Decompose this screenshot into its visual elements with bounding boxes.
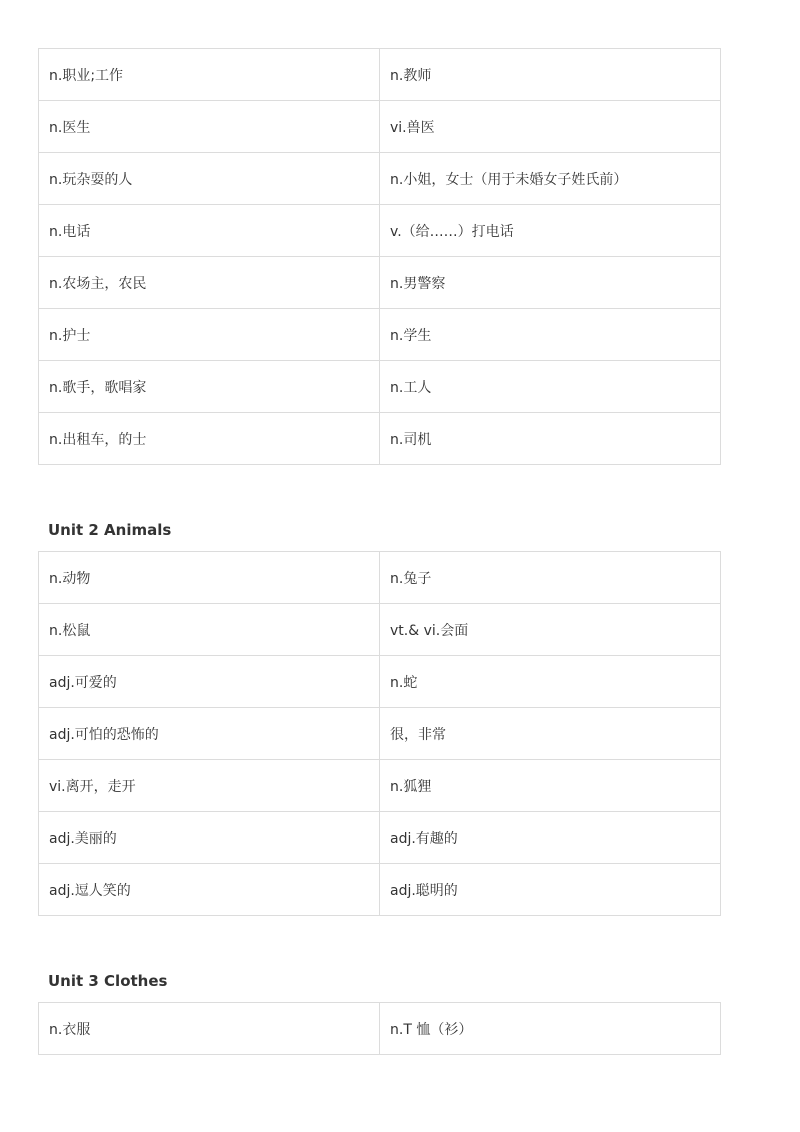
table-row — [39, 153, 721, 205]
table-row — [39, 413, 721, 465]
table-cell: n.农场主，农民 — [39, 257, 380, 309]
table-cell: adj.美丽的 — [39, 812, 380, 864]
section-heading-unit-2: Unit 2 Animals — [48, 521, 172, 539]
table-row — [39, 656, 721, 708]
table-row — [39, 361, 721, 413]
table-cell: n.学生 — [380, 309, 721, 361]
table-cell: n.司机 — [380, 413, 721, 465]
table-cell: n.职业;工作 — [39, 49, 380, 101]
table-row — [39, 708, 721, 760]
table-cell: n.歌手，歌唱家 — [39, 361, 380, 413]
table-cell: vi.兽医 — [380, 101, 721, 153]
table-cell: v.（给……）打电话 — [380, 205, 721, 257]
vocab-table-unit-3 — [38, 1002, 721, 1055]
table-cell: vt.& vi.会面 — [380, 604, 721, 656]
table-cell: adj.逗人笑的 — [39, 864, 380, 916]
table-cell: n.蛇 — [380, 656, 721, 708]
table-cell: n.松鼠 — [39, 604, 380, 656]
vocab-table-unit-1 — [38, 48, 721, 465]
table-row — [39, 1003, 721, 1055]
table-cell: n.衣服 — [39, 1003, 380, 1055]
table-row — [39, 205, 721, 257]
table-cell: n.电话 — [39, 205, 380, 257]
table-row — [39, 49, 721, 101]
table-cell: n.小姐，女士（用于未婚女子姓氏前） — [380, 153, 721, 205]
document-page — [38, 48, 721, 1055]
vocab-table-unit-2 — [38, 551, 721, 916]
table-cell: n.动物 — [39, 552, 380, 604]
table-cell: n.护士 — [39, 309, 380, 361]
table-cell: n.医生 — [39, 101, 380, 153]
table-cell: adj.有趣的 — [380, 812, 721, 864]
table-cell: adj.可怕的恐怖的 — [39, 708, 380, 760]
section-heading-unit-3: Unit 3 Clothes — [48, 972, 168, 990]
table-cell: 很，非常 — [380, 708, 721, 760]
table-cell: n.工人 — [380, 361, 721, 413]
table-cell: adj.可爱的 — [39, 656, 380, 708]
table-cell: vi.离开，走开 — [39, 760, 380, 812]
table-cell: n.玩杂耍的人 — [39, 153, 380, 205]
table-cell: n.男警察 — [380, 257, 721, 309]
table-row — [39, 309, 721, 361]
table-row — [39, 760, 721, 812]
table-row — [39, 552, 721, 604]
table-cell: n.出租车，的士 — [39, 413, 380, 465]
table-cell: n.教师 — [380, 49, 721, 101]
table-row — [39, 812, 721, 864]
table-row — [39, 101, 721, 153]
table-row — [39, 604, 721, 656]
table-row — [39, 257, 721, 309]
table-row — [39, 864, 721, 916]
table-cell: n.兔子 — [380, 552, 721, 604]
table-cell: n.狐狸 — [380, 760, 721, 812]
table-cell: n.T 恤（衫） — [380, 1003, 721, 1055]
table-cell: adj.聪明的 — [380, 864, 721, 916]
